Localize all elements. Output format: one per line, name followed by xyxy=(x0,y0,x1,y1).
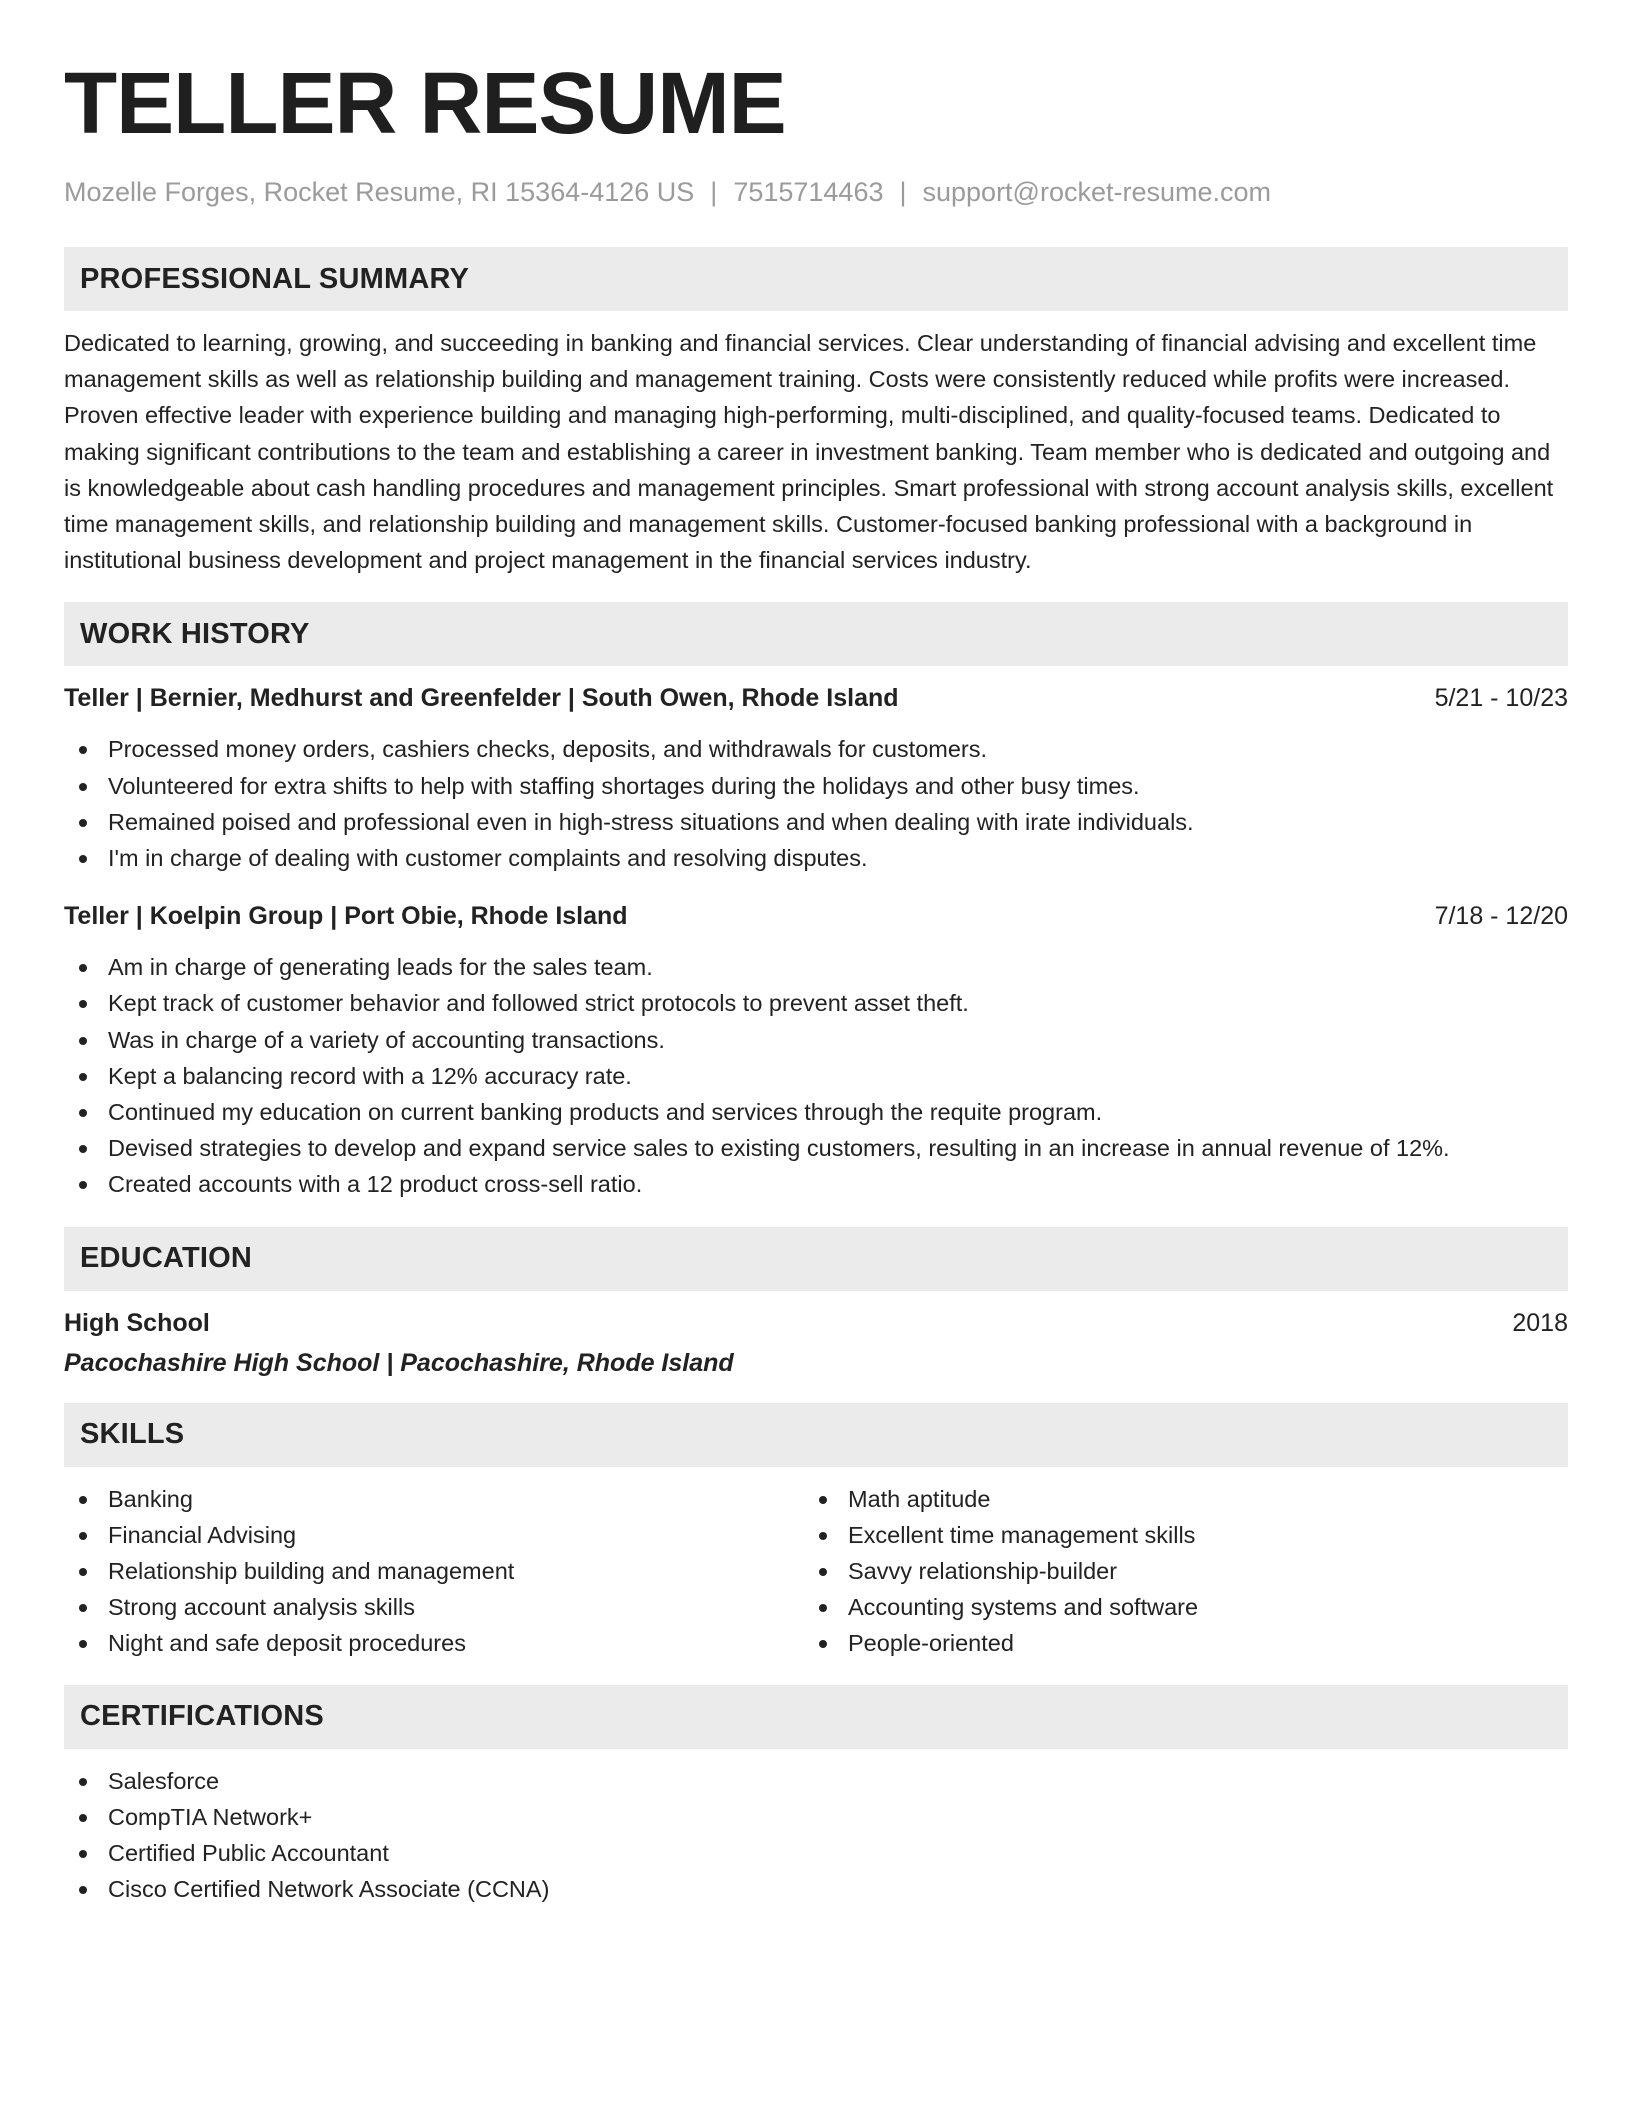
list-item-text: Remained poised and professional even in high-stress situations and when dealing with irate individuals. xyxy=(108,808,1194,835)
bullet-icon xyxy=(79,855,87,863)
list-item xyxy=(804,1589,1544,1625)
bullet-icon xyxy=(819,1604,827,1612)
skill-label: Relationship building and management xyxy=(108,1558,515,1585)
bullet-icon xyxy=(819,1532,827,1540)
job-entry xyxy=(64,899,1568,1202)
list-item-text: Processed money orders, cashiers checks, deposits, and withdrawals for customers. xyxy=(108,736,988,763)
list-item xyxy=(64,1166,1568,1202)
education-section-header xyxy=(64,1227,1568,1291)
list-item-text: Kept a balancing record with a 12% accuracy rate. xyxy=(108,1062,632,1089)
bullet-icon xyxy=(79,1850,87,1858)
resume-page xyxy=(64,55,1568,1907)
bullet-icon xyxy=(79,1568,87,1576)
job-dates: 7/18 - 12/20 xyxy=(1434,902,1568,931)
bullet-icon xyxy=(819,1496,827,1504)
job-title: Teller | Bernier, Medhurst and Greenfelder | South Owen, Rhode Island xyxy=(64,684,899,713)
list-item xyxy=(64,949,1568,985)
education-header xyxy=(64,1306,1568,1340)
bullet-icon xyxy=(79,1073,87,1081)
list-item-text: Devised strategies to develop and expand service sales to existing customers, resulting in an increase in annual revenue of 12%. xyxy=(108,1135,1450,1162)
bullet-icon xyxy=(79,1604,87,1612)
list-item xyxy=(64,985,1568,1021)
job-header xyxy=(64,681,1568,715)
certifications-section-header xyxy=(64,1685,1568,1749)
bullet-icon xyxy=(79,1181,87,1189)
resume-title: TELLER RESUME xyxy=(64,55,786,152)
skill-label: Excellent time management skills xyxy=(848,1521,1196,1548)
list-item xyxy=(64,1625,804,1661)
list-item xyxy=(64,1835,1568,1871)
list-item-text: Continued my education on current banking products and services through the requite program. xyxy=(108,1099,1103,1126)
bullet-icon xyxy=(79,1532,87,1540)
list-item-text: I'm in charge of dealing with customer complaints and resolving disputes. xyxy=(108,845,868,872)
bullet-icon xyxy=(79,819,87,827)
list-item xyxy=(64,1763,1568,1799)
list-item xyxy=(804,1553,1544,1589)
bullet-icon xyxy=(79,1886,87,1894)
summary-heading: PROFESSIONAL SUMMARY xyxy=(80,262,470,295)
skill-label: Savvy relationship-builder xyxy=(848,1558,1118,1585)
education-school: Pacochashire High School | Pacochashire, Rhode Island xyxy=(64,1348,734,1377)
job-title: Teller | Koelpin Group | Port Obie, Rhode Island xyxy=(64,902,628,931)
skill-label: Strong account analysis skills xyxy=(108,1594,415,1621)
list-item xyxy=(804,1625,1544,1661)
bullet-icon xyxy=(79,1037,87,1045)
skills-column-right xyxy=(804,1481,1544,1662)
skill-label: Accounting systems and software xyxy=(848,1594,1199,1621)
work-history-section-header xyxy=(64,602,1568,666)
skill-label: People-oriented xyxy=(848,1630,1014,1657)
education-degree: High School xyxy=(64,1308,210,1337)
skills-section-header xyxy=(64,1403,1568,1467)
list-item xyxy=(64,1058,1568,1094)
list-item xyxy=(64,1130,1568,1166)
bullet-icon xyxy=(79,746,87,754)
job-bullets xyxy=(64,731,1568,876)
contact-email: support@rocket-resume.com xyxy=(922,177,1272,207)
contact-separator: | xyxy=(899,177,907,207)
list-item xyxy=(64,1871,1568,1907)
job-dates: 5/21 - 10/23 xyxy=(1434,684,1568,713)
skill-label: Financial Advising xyxy=(108,1521,297,1548)
bullet-icon xyxy=(79,964,87,972)
list-item xyxy=(64,1589,804,1625)
bullet-icon xyxy=(79,1145,87,1153)
contact-line xyxy=(64,174,1568,210)
certification-label: Cisco Certified Network Associate (CCNA) xyxy=(108,1876,550,1903)
list-item xyxy=(804,1517,1544,1553)
contact-phone: 7515714463 xyxy=(733,177,884,207)
skills-list xyxy=(64,1481,1568,1662)
list-item-text: Created accounts with a 12 product cross-sell ratio. xyxy=(108,1171,643,1198)
bullet-icon xyxy=(79,1496,87,1504)
list-item xyxy=(64,840,1568,876)
certification-label: Certified Public Accountant xyxy=(108,1840,389,1867)
education-heading: EDUCATION xyxy=(80,1242,253,1275)
list-item-text: Kept track of customer behavior and followed strict protocols to prevent asset theft. xyxy=(108,990,969,1017)
bullet-icon xyxy=(819,1568,827,1576)
list-item xyxy=(64,1094,1568,1130)
list-item xyxy=(64,1517,804,1553)
skills-column-left xyxy=(64,1481,804,1662)
contact-address: Mozelle Forges, Rocket Resume, RI 15364-4126 US xyxy=(64,177,695,207)
contact-separator: | xyxy=(710,177,718,207)
list-item xyxy=(64,804,1568,840)
list-item xyxy=(64,1553,804,1589)
summary-section-header xyxy=(64,247,1568,311)
job-header xyxy=(64,899,1568,933)
certifications-list xyxy=(64,1763,1568,1908)
bullet-icon xyxy=(819,1640,827,1648)
list-item-text: Volunteered for extra shifts to help with staffing shortages during the holidays and other busy times. xyxy=(108,772,1140,799)
education-year: 2018 xyxy=(1512,1308,1568,1337)
bullet-icon xyxy=(79,1640,87,1648)
list-item xyxy=(64,1022,1568,1058)
bullet-icon xyxy=(79,1109,87,1117)
list-item xyxy=(64,768,1568,804)
skill-label: Math aptitude xyxy=(848,1485,991,1512)
bullet-icon xyxy=(79,1814,87,1822)
work-history-heading: WORK HISTORY xyxy=(80,617,310,650)
job-entry xyxy=(64,681,1568,876)
bullet-icon xyxy=(79,1778,87,1786)
certifications-heading: CERTIFICATIONS xyxy=(80,1700,324,1733)
certification-label: Salesforce xyxy=(108,1767,220,1794)
list-item xyxy=(804,1481,1544,1517)
summary-text: Dedicated to learning, growing, and succeeding in banking and financial services. Clear understanding of financial advising and excellent time management skills as well as relationship building and management training. Costs were consistently reduced while profits were increased. Proven effective leader with experience building and managing high-performing, multi-disciplined, and quality-focused teams. Dedicated to making significant contributions to the team and establishing a career in investment banking. Team member who is dedicated and outgoing and is knowledgeable about cash handling procedures and management principles. Smart professional with strong account analysis skills, excellent time management skills, and relationship building and management skills. Customer-focused banking professional with a background in institutional business development and project management in the financial services industry. xyxy=(64,330,1554,574)
bullet-icon xyxy=(79,1000,87,1008)
skills-heading: SKILLS xyxy=(80,1418,185,1451)
list-item xyxy=(64,731,1568,767)
list-item-text: Was in charge of a variety of accounting transactions. xyxy=(108,1026,665,1053)
list-item-text: Am in charge of generating leads for the sales team. xyxy=(108,954,653,981)
skill-label: Night and safe deposit procedures xyxy=(108,1630,466,1657)
skill-label: Banking xyxy=(108,1485,193,1512)
bullet-icon xyxy=(79,783,87,791)
certification-label: CompTIA Network+ xyxy=(108,1803,313,1830)
education-entry xyxy=(64,1306,1568,1380)
list-item xyxy=(64,1799,1568,1835)
list-item xyxy=(64,1481,804,1517)
job-bullets xyxy=(64,949,1568,1202)
